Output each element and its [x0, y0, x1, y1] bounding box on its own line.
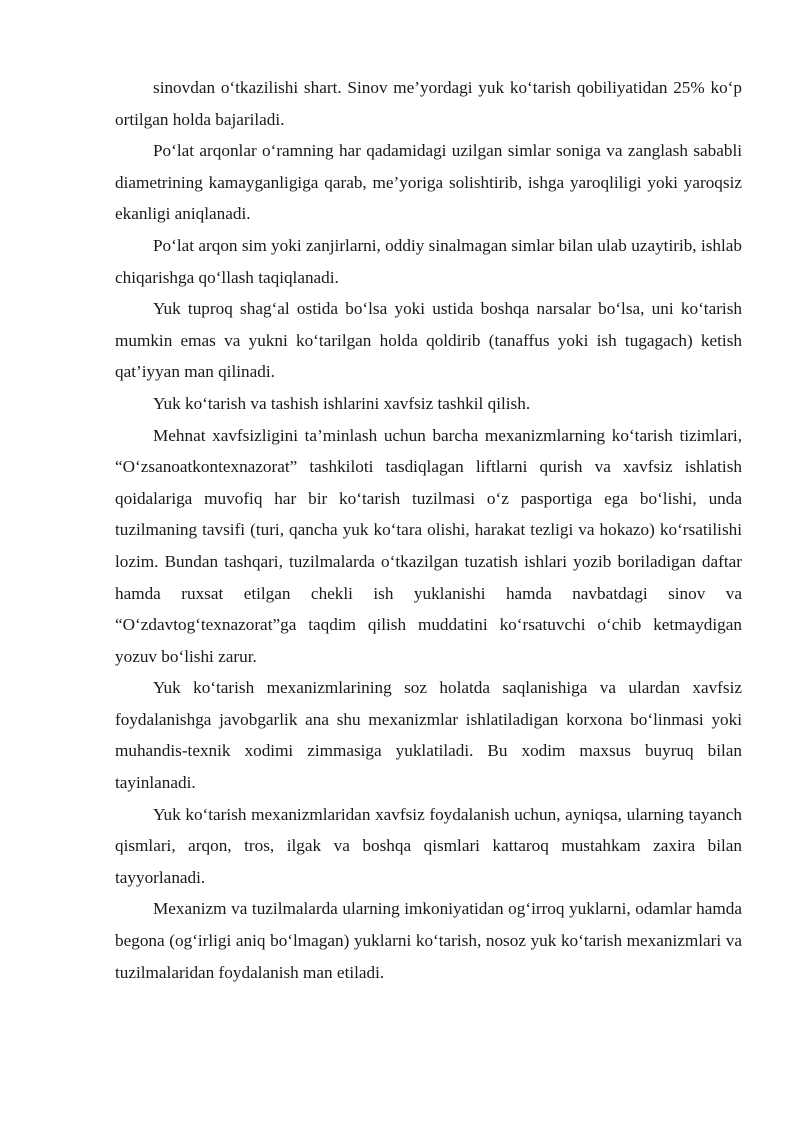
- paragraph-9: Mexanizm va tuzilmalarda ularning imkoniyatidan og‘irroq yuklarni, odamlar hamda begona (og‘irligi aniq bo‘lmagan) yuklarni ko‘tarish, nosoz yuk ko‘tarish mexanizmlari va tuzilmalaridan foydalanish man etiladi.: [115, 899, 742, 982]
- paragraph-3: Po‘lat arqon sim yoki zanjirlarni, oddiy sinalmagan simlar bilan ulab uzaytirib, ishlab chiqarishga qo‘llash taqiqlanadi.: [115, 235, 742, 287]
- paragraph-4: Yuk tuproq shag‘al ostida bo‘lsa yoki ustida boshqa narsalar bo‘lsa, uni ko‘tarish mumkin emas va yukni ko‘tarilgan holda qoldirib (tanaffus yoki ish tugagach) ketish qat’iyyan man qilinadi.: [115, 299, 742, 382]
- paragraph-1: sinovdan o‘tkazilishi shart. Sinov me’yordagi yuk ko‘tarish qobiliyatidan 25% ko‘p ortilgan holda bajariladi.: [115, 78, 742, 129]
- paragraph-5: Yuk ko‘tarish va tashish ishlarini xavfsiz tashkil qilish.: [153, 393, 531, 413]
- paragraph-7: Yuk ko‘tarish mexanizmlarining soz holatda saqlanishiga va ulardan xavfsiz foydalanishga javobgarlik ana shu mexanizmlar ishlatiladigan korxona bo‘linmasi yoki muhandis-texnik xodimi zimmasiga yuklatiladi. Bu xodim maxsus buyruq bilan tayinlanadi.: [115, 678, 742, 793]
- paragraph-8: Yuk ko‘tarish mexanizmlaridan xavfsiz foydalanish uchun, ayniqsa, ularning tayanch qismlari, arqon, tros, ilgak va boshqa qismlari kattaroq mustahkam zaxira bilan tayyorlanadi.: [115, 804, 742, 887]
- document-page: [115, 72, 742, 988]
- paragraph-6: Mehnat xavfsizligini ta’minlash uchun barcha mexanizmlarning ko‘tarish tizimlari, “O‘zsanoatkontexnazorat” tashkiloti tasdiqlagan liftlarni qurish va xavfsiz ishlatish qoidalariga muvofiq har bir ko‘tarish tuzilmasi o‘z pasportiga ega bo‘lishi, unda tuzilmaning tavsifi (turi, qancha yuk ko‘tara olishi, harakat tezligi va hokazo) ko‘rsatilishi lozim. Bundan tashqari, tuzilmalarda o‘tkazilgan tuzatish ishlari yozib boriladigan daftar hamda ruxsat etilgan chekli ish yuklanishi hamda navbatdagi sinov va “O‘zdavtog‘texnazorat”ga taqdim qilish muddatini ko‘rsatuvchi o‘chib ketmaydigan yozuv bo‘lishi zarur.: [115, 425, 742, 666]
- paragraph-2: Po‘lat arqonlar o‘ramning har qadamidagi uzilgan simlar soniga va zanglash sababli diametrining kamayganligiga qarab, me’yoriga solishtirib, ishga yaroqliligi yoki yaroqsiz ekanligi aniqlanadi.: [115, 141, 742, 224]
